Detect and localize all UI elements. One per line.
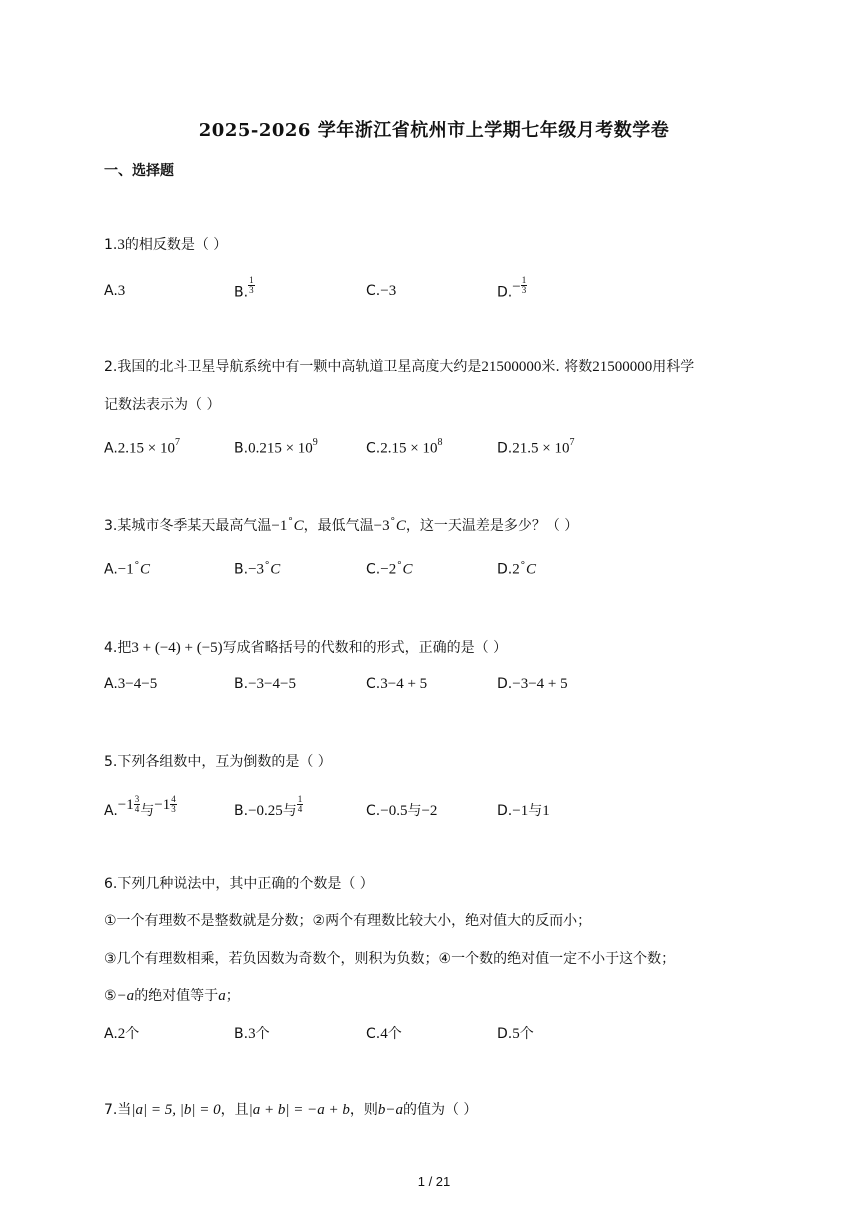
exponent: 9 bbox=[312, 437, 318, 448]
question-text: 7.当 bbox=[104, 1102, 132, 1118]
q5-option-a bbox=[104, 793, 177, 821]
option-value: 2 bbox=[117, 1026, 126, 1042]
question-text: 2.我国的北斗卫星导航系统中有一颗中高轨道卫星高度大约是 bbox=[104, 359, 482, 375]
question-6-statements-1: ①一个有理数不是整数就是分数；②两个有理数比较大小，绝对值大的反而小； bbox=[104, 913, 592, 929]
measure-word: 个 bbox=[387, 1026, 402, 1042]
q2-option-b bbox=[234, 439, 318, 458]
fraction bbox=[134, 795, 141, 814]
math-expression: |a| = 5, |b| = 0 bbox=[131, 1102, 221, 1118]
q6-option-a bbox=[104, 1023, 139, 1043]
minus-sign: − bbox=[512, 278, 521, 295]
option-value: −0.25 bbox=[248, 803, 283, 819]
math-expression: b−a bbox=[377, 1102, 403, 1118]
option-value: −3 bbox=[248, 561, 265, 578]
option-label: B. bbox=[234, 284, 249, 301]
option-label: A. bbox=[104, 283, 118, 299]
option-label: D. bbox=[497, 440, 513, 457]
question-4-stem bbox=[104, 637, 507, 657]
question-text: 用科学 bbox=[652, 359, 695, 375]
conjunction: 与 bbox=[528, 803, 543, 819]
question-text: 写成省略括号的代数和的形式，正确的是（ ） bbox=[222, 640, 508, 656]
q1-option-d bbox=[497, 275, 527, 302]
q6-option-c bbox=[366, 1023, 402, 1043]
degree-symbol: ∘ bbox=[519, 558, 526, 569]
question-1-stem bbox=[104, 234, 227, 254]
q1-option-c bbox=[366, 283, 396, 300]
option-value: 5 bbox=[512, 1026, 520, 1042]
degree-symbol: ∘ bbox=[396, 558, 403, 569]
option-value: −3−4 + 5 bbox=[512, 676, 568, 692]
denominator: 3 bbox=[249, 285, 254, 295]
option-value: 2.15 × 10 bbox=[380, 440, 438, 457]
numerator: 1 bbox=[249, 275, 254, 285]
question-text: 的值为（ ） bbox=[402, 1102, 478, 1118]
numerator: 1 bbox=[521, 275, 527, 285]
denominator: 3 bbox=[521, 285, 527, 295]
question-number: 1. bbox=[104, 237, 118, 253]
statement-text: ； bbox=[225, 988, 240, 1004]
question-text: 米. 将数 bbox=[541, 359, 593, 375]
math-value: 21500000 bbox=[481, 359, 542, 375]
option-value: 21.5 × 10 bbox=[512, 440, 570, 457]
unit: C bbox=[270, 561, 281, 578]
question-6-statements-3 bbox=[104, 985, 240, 1005]
option-label: B. bbox=[234, 676, 249, 692]
exponent: 7 bbox=[175, 437, 180, 448]
option-label: A. bbox=[104, 1026, 118, 1042]
option-value: −2 bbox=[421, 803, 438, 819]
question-text: 3.某城市冬季某天最高气温 bbox=[104, 518, 272, 534]
degree-symbol: ∘ bbox=[133, 558, 141, 569]
degree-symbol: ∘ bbox=[264, 558, 271, 569]
question-text: ，这一天温差是多少？（ ） bbox=[405, 518, 579, 534]
option-value: 2.15 × 10 bbox=[117, 440, 175, 457]
question-text: ，且 bbox=[220, 1102, 249, 1118]
option-label: B. bbox=[234, 1026, 249, 1042]
q5-option-d bbox=[497, 800, 550, 820]
option-label: B. bbox=[234, 440, 249, 457]
option-label: A. bbox=[104, 803, 118, 819]
q1-option-b bbox=[234, 275, 255, 302]
unit: C bbox=[402, 561, 413, 578]
option-value: −3−4−5 bbox=[248, 676, 296, 692]
measure-word: 个 bbox=[519, 1026, 534, 1042]
option-label: D. bbox=[497, 676, 513, 692]
q4-option-c bbox=[366, 676, 427, 693]
option-label: C. bbox=[366, 676, 381, 692]
option-label: C. bbox=[366, 561, 381, 578]
numerator: 1 bbox=[297, 793, 303, 804]
exponent: 7 bbox=[569, 437, 575, 448]
option-value: −1 bbox=[117, 561, 134, 578]
conjunction: 与 bbox=[407, 803, 422, 819]
question-6-stem: 6.下列几种说法中，其中正确的个数是（ ） bbox=[104, 876, 374, 892]
q1-option-a bbox=[104, 283, 125, 300]
question-text: 4.把 bbox=[104, 640, 132, 656]
q5-option-c bbox=[366, 800, 437, 820]
option-value: 3 bbox=[117, 283, 126, 299]
option-label: A. bbox=[104, 440, 118, 457]
option-value: 3−4−5 bbox=[117, 676, 158, 692]
option-label: C. bbox=[366, 803, 381, 819]
denominator: 4 bbox=[134, 803, 140, 814]
q6-option-d bbox=[497, 1023, 534, 1043]
math-value: −1 bbox=[271, 518, 288, 534]
question-5-stem: 5.下列各组数中，互为倒数的是（ ） bbox=[104, 754, 332, 770]
q2-option-a bbox=[104, 439, 180, 458]
conjunction: 与 bbox=[140, 803, 155, 819]
measure-word: 个 bbox=[125, 1026, 140, 1042]
q2-option-d bbox=[497, 439, 574, 458]
degree-symbol: ∘ bbox=[389, 514, 396, 526]
integer-part: −1 bbox=[117, 797, 134, 813]
fraction bbox=[521, 276, 528, 295]
question-2-stem-line1 bbox=[104, 356, 694, 376]
question-7-stem bbox=[104, 1099, 477, 1119]
q6-option-b bbox=[234, 1023, 270, 1043]
option-value: −3 bbox=[380, 283, 397, 299]
option-label: C. bbox=[366, 440, 381, 457]
page-number: 1 / 21 bbox=[417, 1174, 451, 1189]
option-value: 0.215 × 10 bbox=[248, 440, 313, 457]
question-2-stem-line2: 记数法表示为（ ） bbox=[104, 397, 221, 413]
section-heading: 一、选择题 bbox=[104, 163, 174, 179]
math-value: −3 bbox=[373, 518, 390, 534]
denominator: 3 bbox=[171, 803, 176, 814]
conjunction: 与 bbox=[282, 803, 297, 819]
question-text: ，最低气温 bbox=[303, 518, 374, 534]
math-expression: |a + b| = −a + b bbox=[248, 1102, 350, 1118]
option-label: D. bbox=[497, 1026, 513, 1042]
q2-option-c bbox=[366, 439, 442, 458]
option-label: A. bbox=[104, 561, 118, 578]
page-title: 2025-2026 学年浙江省杭州市上学期七年级月考数学卷 bbox=[198, 120, 670, 141]
q3-option-a bbox=[104, 560, 150, 579]
integer-part: −1 bbox=[154, 797, 171, 813]
option-label: D. bbox=[497, 561, 513, 578]
option-label: B. bbox=[234, 803, 249, 819]
option-value: 3−4 + 5 bbox=[380, 676, 428, 692]
q3-option-d bbox=[497, 560, 536, 579]
option-label: C. bbox=[366, 1026, 381, 1042]
exponent: 8 bbox=[437, 437, 443, 448]
numerator: 4 bbox=[171, 793, 176, 804]
math-expression: 3 + (−4) + (−5) bbox=[131, 640, 223, 656]
option-value: 1 bbox=[542, 803, 550, 819]
unit: C bbox=[526, 561, 537, 578]
denominator: 4 bbox=[297, 803, 303, 814]
degree-symbol: ∘ bbox=[287, 514, 294, 526]
option-label: B. bbox=[234, 561, 249, 578]
option-label: A. bbox=[104, 676, 118, 692]
option-label: D. bbox=[497, 803, 513, 819]
option-value: −0.5 bbox=[380, 803, 408, 819]
question-text: ，则 bbox=[349, 1102, 378, 1118]
option-value: 3 bbox=[248, 1026, 256, 1042]
unit: C bbox=[395, 518, 406, 534]
numerator: 3 bbox=[134, 793, 140, 804]
option-value: 4 bbox=[380, 1026, 388, 1042]
option-value: −2 bbox=[380, 561, 397, 578]
option-value: −1 bbox=[512, 803, 529, 819]
option-value: 2 bbox=[512, 561, 520, 578]
q3-option-b bbox=[234, 560, 280, 579]
option-label: D. bbox=[497, 284, 513, 301]
fraction bbox=[248, 276, 255, 295]
q5-option-b bbox=[234, 793, 303, 821]
math-value: 21500000 bbox=[592, 359, 653, 375]
q4-option-a bbox=[104, 676, 157, 693]
question-text: 的相反数是（ ） bbox=[124, 237, 228, 253]
fraction bbox=[170, 795, 177, 814]
math-expression: −a bbox=[116, 988, 135, 1004]
question-3-stem bbox=[104, 515, 578, 535]
q3-option-c bbox=[366, 560, 412, 579]
statement-text: 的绝对值等于 bbox=[134, 988, 219, 1004]
option-label: C. bbox=[366, 283, 381, 299]
q4-option-b bbox=[234, 676, 296, 693]
measure-word: 个 bbox=[255, 1026, 270, 1042]
unit: C bbox=[293, 518, 304, 534]
fraction bbox=[297, 795, 304, 814]
unit: C bbox=[140, 561, 151, 578]
question-6-statements-2: ③几个有理数相乘，若负因数为奇数个，则积为负数；④一个数的绝对值一定不小于这个数； bbox=[104, 951, 676, 967]
statement-number: ⑤ bbox=[104, 988, 117, 1004]
q4-option-d bbox=[497, 676, 568, 693]
math-expression: a bbox=[218, 988, 226, 1004]
math-value: 3 bbox=[117, 237, 125, 253]
